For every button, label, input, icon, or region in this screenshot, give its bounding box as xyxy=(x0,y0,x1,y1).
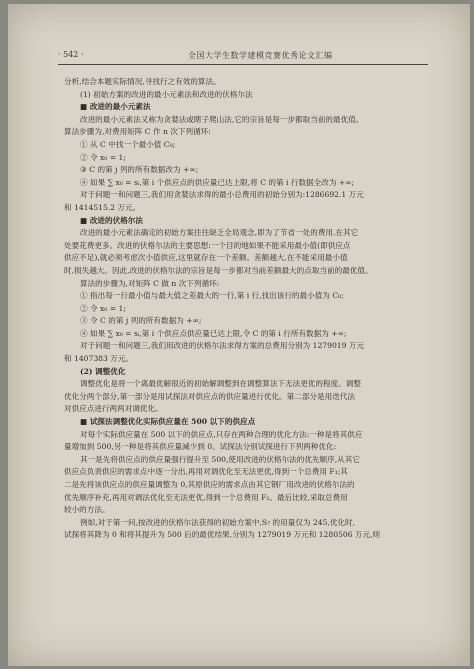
text-line: 其一是先将供应点的供应量强行提升至 500,使用改进的伏格尔法的优先顺序,从其它 xyxy=(80,454,360,464)
text-line: (1) 初始方案的改进的最小元素法和改进的伏格尔法 xyxy=(80,89,253,99)
text-line: 和 1414515.2 万元。 xyxy=(64,202,141,212)
body-text xyxy=(64,76,432,542)
section-heading: ■ 试探法调整优化实际供应量在 500 以下的供应点 xyxy=(80,417,256,427)
text-line: ③ C 的第 j 列的所有数据改为 +∞; xyxy=(80,165,199,175)
text-line: 对每个实际供应量在 500 以下的供应点,只存在两种合理的优化方法:一种是将其供应 xyxy=(80,429,363,439)
text-line: 算法步骤为,对费用矩阵 C 作 n 次下列循环: xyxy=(64,127,211,137)
text-line: 算法的步骤为,对矩阵 C 做 n 次下列循环: xyxy=(80,278,220,288)
document-page xyxy=(8,4,470,666)
text-line: ③ 令 C 的第 j 列的所有数据为 +∞; xyxy=(80,316,202,326)
text-line: 调整优化是将一个离最优解很近的初始解调整到在调整算法下无法更优的程度。调整 xyxy=(80,379,361,389)
text-line: 分析,结合本题实际情况,寻找行之有效的算法。 xyxy=(64,77,221,86)
section-heading: ■ 改进的最小元素法 xyxy=(80,102,151,112)
text-line: 例如,对于第一问,按改进的伏格尔法获得的初始方案中,S₇ 的用量仅为 245,优化时, xyxy=(80,517,356,527)
text-line: 优化分两个部分,第一部分是用试探法对供应点的供应量进行优化。第二部分是用迭代法 xyxy=(64,391,355,401)
text-line: 优先顺序补充,再用对调法优化至无法更优,得到一个总费用 F₂。最后比较,采取总费用 xyxy=(64,492,348,502)
text-line: ① 指出每一行最小值与最大值之差最大的一行,第 i 行,找出该行的最小值为 C₀; xyxy=(80,291,344,301)
text-line: 供应不足),就必须考虑次小值供应,这里就存在一个差额。差额越大,在不能采用最小值 xyxy=(64,253,348,263)
text-line: ④ 如果 ∑ x₀ = sᵢ,第 i 个供应点的供应量已达上限,将 C 的第 i 行数据全改为 +∞; xyxy=(80,177,355,187)
text-line: (2) 调整优化 xyxy=(80,366,126,376)
text-line: ① 从 C 中找一个最小值 C₀; xyxy=(80,139,176,149)
text-line: 对于问题一和问题三,我们用贪婪法求得的最小总费用的初始分别为:1286692.1 万元 xyxy=(80,190,364,200)
text-line: 处要花费更多。改进的伏格尔法的主要思想:一个目的地如果不能采用最小值(即供应点 xyxy=(64,240,351,250)
text-line: 改进的最小元素法确定的初始方案往往缺乏全局观念,即为了节省一处的费用,在其它 xyxy=(80,228,359,238)
text-line: 对于问题一和问题三,我们用改进的伏格尔法求得方案的总费用分别为 1279019 万元 xyxy=(80,341,365,351)
text-line: 量增加到 500,另一种是将其供应量减少到 0。试探法分别试探进行下列两种优化: xyxy=(64,442,337,452)
text-line: 改进的最小元素法又称为贪婪法或瞎子爬山法,它的宗旨是每一步都取当前的最优值。 xyxy=(80,114,364,124)
text-line: 较小的方法。 xyxy=(64,505,110,515)
page-number: · 542 · xyxy=(58,50,84,59)
header-rule xyxy=(58,64,428,65)
text-line: 二是先将该供应点的供应量调整为 0,其原供应的需求点由其它钢厂用改进的伏格尔法的 xyxy=(64,480,355,489)
text-line: ② 令 x₀ = 1; xyxy=(80,303,126,313)
section-heading: ■ 改进的伏格尔法 xyxy=(80,215,143,225)
text-line: 供应点负责供应的需求点中逐一分出,再用对调优化至无法更优,得到一个总费用 F₁;其 xyxy=(64,467,348,477)
text-line: 时,损失越大。因此,改进的伏格尔法的宗旨是每一步都对当前差额最大的点取当前的最优值。 xyxy=(64,265,373,275)
text-line: 对供应点进行两两对调优化。 xyxy=(64,404,163,414)
journal-title: 全国大学生数学建模竞赛优秀论文汇编 xyxy=(188,51,333,60)
text-line: 试探将其降为 0 和将其提升为 500 后的最优结果,分别为 1279019 万元和 1280506 万元,则 xyxy=(64,530,381,540)
text-line: ② 令 x₀ = 1; xyxy=(80,152,126,162)
text-line: 和 1407383 万元。 xyxy=(64,354,134,364)
text-line: ④ 如果 ∑ x₀ = sᵢ,第 i 个供应点供应量已达上限,令 C 的第 i 行所有数据为 +∞; xyxy=(80,328,347,338)
page-header xyxy=(58,50,428,64)
